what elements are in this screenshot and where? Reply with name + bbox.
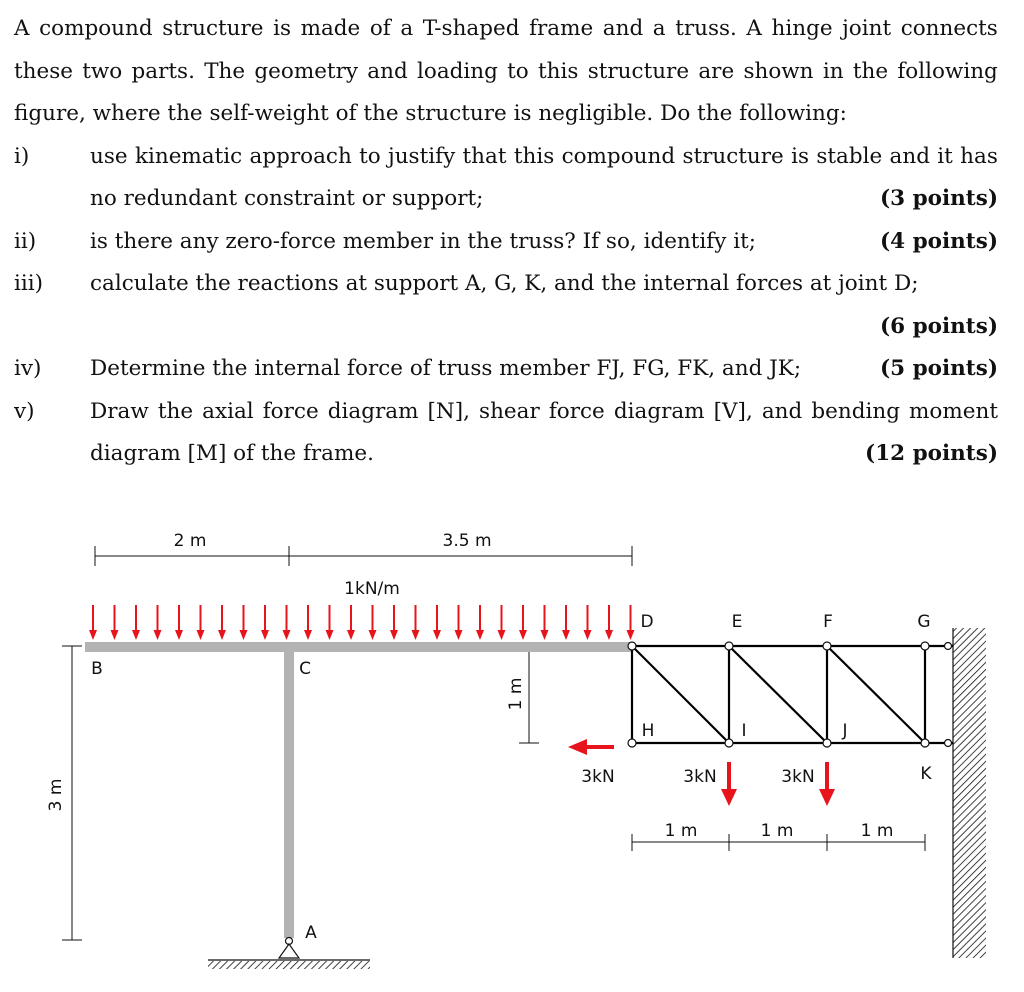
question-5-text-2: diagram [M] of the frame. <box>90 441 374 466</box>
distributed-load-arrow <box>218 605 226 640</box>
question-2-number: ii) <box>14 228 37 254</box>
distributed-load-arrow <box>261 605 269 640</box>
distributed-load-arrow <box>541 605 549 640</box>
question-1-number: i) <box>14 143 30 169</box>
distributed-load-arrow <box>412 605 420 640</box>
question-3-number: iii) <box>14 271 44 296</box>
vertical-load-J-label: 3kN <box>781 767 815 787</box>
distributed-load-arrow <box>498 605 506 640</box>
distributed-load-arrow <box>197 605 205 640</box>
node-B-label: B <box>91 659 103 679</box>
dim-1m-vertical-label: 1 m <box>506 677 526 711</box>
node-E-label: E <box>731 612 743 632</box>
node-I-label: I <box>741 721 747 741</box>
node-J-label: J <box>842 721 848 741</box>
distributed-load-arrow <box>304 605 312 640</box>
dim-3-5m-label: 3.5 m <box>442 531 492 551</box>
vertical-point-load-J <box>819 762 835 806</box>
question-3-text: calculate the reactions at support A, G, K, and the internal forces at joint D; <box>90 271 919 296</box>
distributed-load-arrow <box>433 605 441 640</box>
node-H-label: H <box>641 721 655 741</box>
horizontal-point-load <box>568 739 614 755</box>
truss-joints <box>628 642 952 747</box>
distributed-load-arrow <box>283 605 291 640</box>
vertical-point-load-I <box>721 762 737 806</box>
distributed-load-arrow <box>519 605 527 640</box>
node-A-label: A <box>305 923 317 943</box>
question-4-points: (5 points) <box>880 356 998 381</box>
node-G-label: G <box>917 612 931 632</box>
question-2-points: (4 points) <box>880 228 998 254</box>
intro-line-1: A compound structure is made of a T-shaped frame and a truss. A hinge joint connects <box>14 16 998 41</box>
distributed-load-arrow <box>584 605 592 640</box>
support-A <box>208 938 370 970</box>
distributed-load-arrow <box>562 605 570 640</box>
distributed-load-arrow <box>89 605 97 640</box>
node-C-label: C <box>299 659 311 679</box>
dim-2m-label: 2 m <box>173 531 207 551</box>
distributed-load-arrow <box>455 605 463 640</box>
distributed-load-arrow <box>326 605 334 640</box>
question-1-text-1: use kinematic approach to justify that this compound structure is stable and it has <box>90 143 998 169</box>
distributed-load-arrow <box>240 605 248 640</box>
question-1-points: (3 points) <box>880 186 998 211</box>
distributed-load-arrow <box>476 605 484 640</box>
distributed-load-arrow <box>605 605 613 640</box>
distributed-load-arrow <box>132 605 140 640</box>
question-5-number: v) <box>14 398 35 424</box>
bay-1-label: 1 m <box>664 821 698 841</box>
question-4-number: iv) <box>14 356 42 381</box>
distributed-load-arrow <box>175 605 183 640</box>
question-1-text-2: no redundant constraint or support; <box>90 186 484 211</box>
question-2-text: is there any zero-force member in the truss? If so, identify it; <box>90 228 756 254</box>
vertical-load-I-label: 3kN <box>683 767 717 787</box>
intro-line-2: these two parts. The geometry and loading to this structure are shown in the following <box>14 58 998 84</box>
question-5-text-1: Draw the axial force diagram [N], shear force diagram [V], and bending moment <box>90 398 998 424</box>
question-5-points: (12 points) <box>865 441 998 466</box>
question-4-text: Determine the internal force of truss member FJ, FG, FK, and JK; <box>90 356 802 381</box>
truss <box>632 646 953 743</box>
node-D-label: D <box>640 612 654 632</box>
horizontal-load-label: 3kN <box>581 767 615 787</box>
distributed-load-arrow <box>369 605 377 640</box>
wall-support <box>953 628 986 958</box>
distributed-load-arrow <box>154 605 162 640</box>
distributed-load <box>89 605 635 640</box>
node-F-label: F <box>823 612 833 632</box>
distributed-load-arrow <box>627 605 635 640</box>
distributed-load-arrow <box>347 605 355 640</box>
t-frame <box>85 642 631 938</box>
question-3-points: (6 points) <box>880 313 998 339</box>
distributed-load-arrow <box>111 605 119 640</box>
intro-line-3: figure, where the self-weight of the structure is negligible. Do the following: <box>14 101 847 126</box>
bay-3-label: 1 m <box>860 821 894 841</box>
node-K-label: K <box>920 764 932 784</box>
distributed-load-label: 1kN/m <box>344 579 400 599</box>
distributed-load-arrow <box>390 605 398 640</box>
dim-3m-label: 3 m <box>46 778 66 812</box>
bay-2-label: 1 m <box>760 821 794 841</box>
